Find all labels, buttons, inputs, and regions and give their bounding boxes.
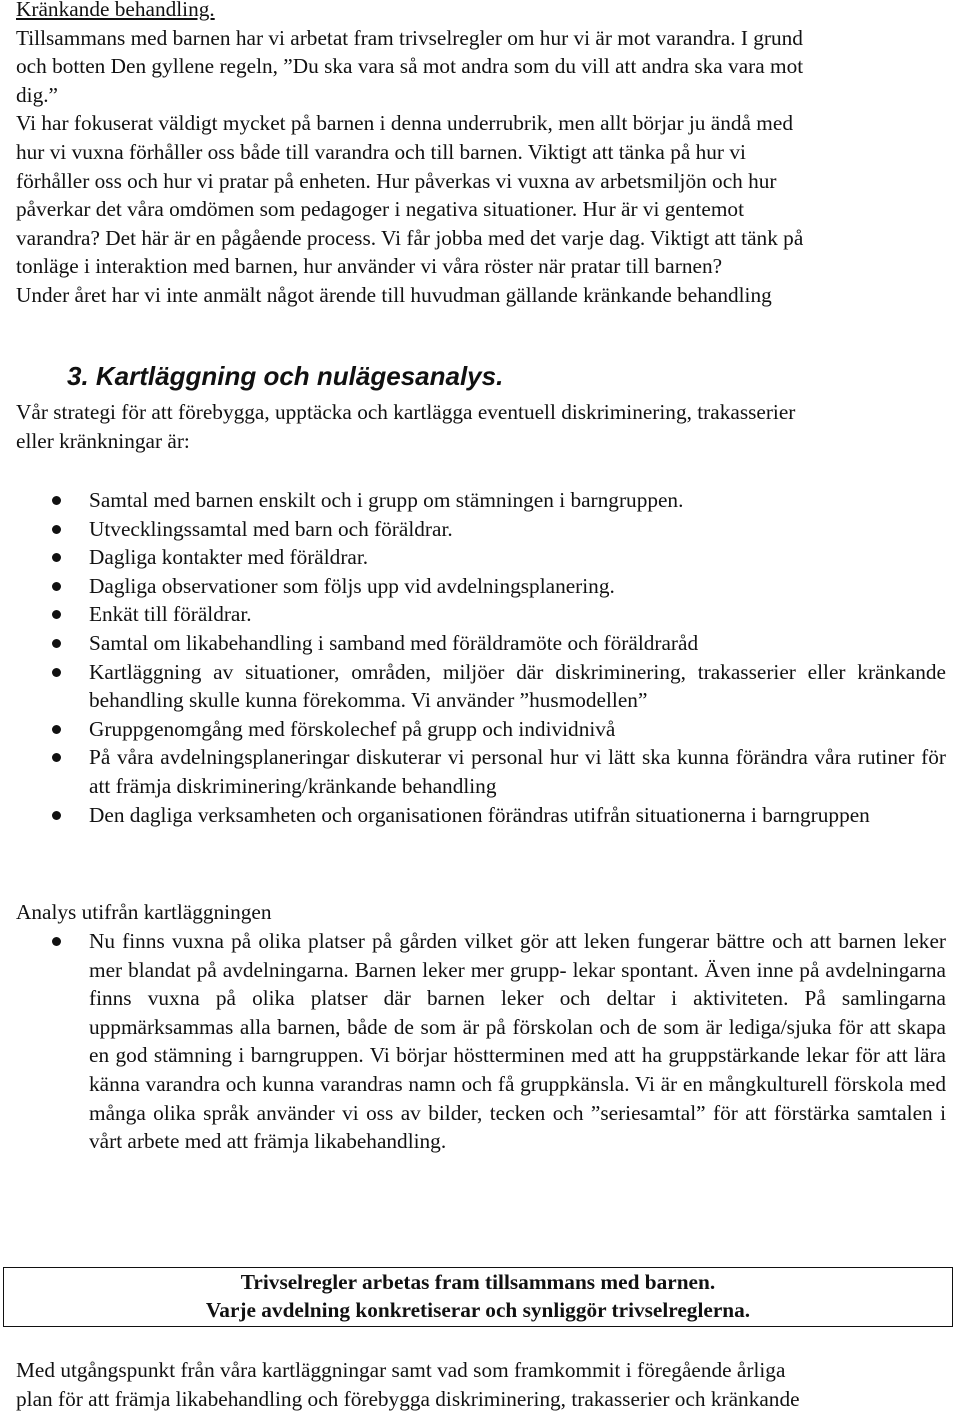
intro-paragraph [16,24,946,310]
paragraph-line: Under året har vi inte anmält något ärende till huvudman gällande kränkande behandling [16,282,772,307]
bullet-icon [52,525,61,534]
section-heading: 3. Kartläggning och nulägesanalys. [67,361,504,391]
paragraph-line: påverkar det våra omdömen som pedagoger i negativa situationer. Hur är vi gentemot [16,197,744,222]
strategy-line: Vår strategi för att förebygga, upptäcka och kartlägga eventuell diskriminering, trakasserier [16,400,796,424]
bullet-icon [52,582,61,591]
box-line: Varje avdelning konkretiserar och synliggör trivselreglerna. [205,1298,751,1322]
list-item [16,515,946,544]
trivselregler-box [3,1267,953,1327]
list-item-text: Kartläggning av situationer, områden, miljöer där diskriminering, trakasserier eller kränkande behandling skulle kunna förekomma. Vi använder ”husmodellen” [89,659,946,713]
list-item-text: Gruppgenomgång med förskolechef på grupp och individnivå [89,716,616,741]
bullet-icon [52,553,61,562]
list-item [16,658,946,715]
strategy-intro [16,398,946,455]
list-item [16,486,946,515]
list-item-text: Nu finns vuxna på olika platser på gården vilket gör att leken fungerar bättre och att barnen leker mer blandat på avdelningarna. Barnen leker mer grupp- lekar spontant. Även inne på avdelningarna finns vuxna på olika platser där barnen leker och deltar i aktiviteten. På samlingarna uppmärksammas alla barnen, både de som är på förskolan och de som är lediga/sjuka för att skapa en god stämning i barngruppen. Vi börjar höstterminen med att ha gruppstärkande lekar för att lära känna varandra och kunna varandras namn och få gruppkänsla. Vi är en mångkulturell förskola med många olika språk använder vi oss av bilder, tecken och ”seriesamtal” för att förstärka samtalen i vårt arbete med att främja likabehandling. [89,929,946,1154]
list-item-text: Samtal om likabehandling i samband med föräldramöte och föräldraråd [89,630,699,655]
paragraph-line: och botten Den gyllene regeln, ”Du ska vara så mot andra som du vill att andra ska vara mot [16,54,804,79]
paragraph-line: Vi har fokuserat väldigt mycket på barnen i denna underrubrik, men allt börjar ju ändå med [16,111,793,136]
list-item [16,715,946,744]
paragraph-line: Tillsammans med barnen har vi arbetat fram trivselregler om hur vi är mot varandra. I grund [16,25,803,50]
list-item [16,543,946,572]
list-item-text: Utvecklingssamtal med barn och föräldrar. [89,516,453,541]
list-item-text: Enkät till föräldrar. [89,602,252,627]
strategy-list [16,486,946,829]
bullet-icon [52,610,61,619]
bullet-icon [52,668,61,677]
list-item [16,600,946,629]
bullet-icon [52,811,61,820]
list-item [16,743,946,800]
list-item-text: Samtal med barnen enskilt och i grupp om stämningen i barngruppen. [89,488,684,512]
paragraph-line: förhåller oss och hur vi pratar på enheten. Hur påverkas vi vuxna av arbetsmiljön och hur [16,168,777,193]
bullet-icon [52,496,61,505]
paragraph-line: varandra? Det här är en pågående process. Vi får jobba med det varje dag. Viktigt att tänk på [16,225,804,250]
analysis-list [16,927,946,1156]
list-item [16,572,946,601]
paragraph-line: hur vi vuxna förhåller oss både till varandra och till barnen. Viktigt att tänka på hur vi [16,139,746,164]
list-item-text: På våra avdelningsplaneringar diskuterar vi personal hur vi lätt ska kunna förändra våra rutiner för att främja diskriminering/kränkande behandling [89,745,946,798]
closing-line: plan för att främja likabehandling och förebygga diskriminering, trakasserier och kränkande [16,1386,800,1411]
list-item-text: Dagliga observationer som följs upp vid avdelningsplanering. [89,573,615,598]
list-item-text: Den dagliga verksamheten och organisationen förändras utifrån situationerna i barngruppen [89,802,870,827]
box-line: Trivselregler arbetas fram tillsammans med barnen. [240,1270,716,1294]
section-title: Kränkande behandling. [16,0,215,21]
intro-section [16,0,946,310]
bullet-icon [52,937,61,946]
list-item-text: Dagliga kontakter med föräldrar. [89,545,369,570]
bullet-icon [52,639,61,648]
list-item [16,629,946,658]
list-item [16,927,946,1156]
closing-paragraph [16,1356,946,1413]
bullet-icon [52,725,61,734]
analysis-title: Analys utifrån kartläggningen [16,900,272,924]
list-item [16,801,946,830]
strategy-line: eller kränkningar är: [16,428,190,453]
paragraph-line: dig.” [16,82,58,107]
bullet-icon [52,753,61,762]
closing-line: Med utgångspunkt från våra kartläggningar samt vad som framkommit i föregående årliga [16,1358,786,1382]
paragraph-line: tonläge i interaktion med barnen, hur använder vi våra röster när pratar till barnen? [16,254,723,279]
